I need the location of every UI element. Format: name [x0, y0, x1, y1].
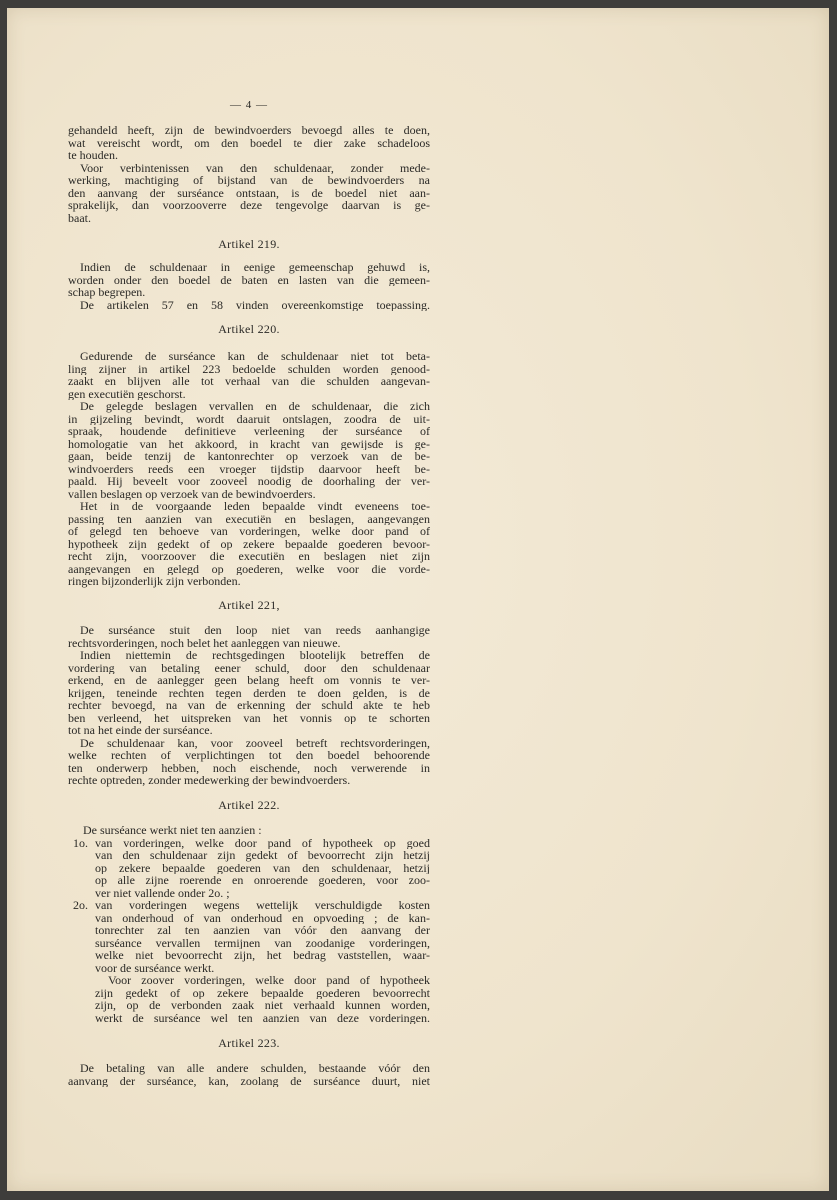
- text-line: werkt de surséance wel ten aanzien van deze vorderingen.: [95, 1011, 430, 1024]
- text-line: surséance vervallen termijnen van zoodanige vorderingen,: [95, 936, 430, 949]
- text-line: zijn gedekt of op zekere bepaalde goederen bevoorrecht: [95, 986, 430, 999]
- article-heading: Artikel 219.: [218, 237, 280, 251]
- text-line: spraak, houdende definitieve verleening der surséance of: [68, 425, 430, 438]
- article-222-body: [68, 824, 430, 1024]
- text-line: windvoerders reeds een vroeger tijdstip daarvoor heeft be-: [68, 462, 430, 475]
- text-line: gehandeld heeft, zijn de bewindvoerders bevoegd alles te doen,: [68, 124, 430, 137]
- text-line: Indien de schuldenaar in eenige gemeenschap gehuwd is,: [80, 261, 430, 274]
- text-line: Voor zoover vorderingen, welke door pand of hypotheek: [108, 974, 430, 987]
- paragraph: [68, 737, 430, 787]
- text-line: zaakt en blijven alle tot verhaal van die schulden aangevan-: [68, 375, 430, 388]
- text-line: welke rechten of verplichtingen tot den boedel behoorende: [68, 749, 430, 762]
- text-line: De artikelen 57 en 58 vinden overeenkomstige toepassing.: [80, 298, 430, 311]
- text-line: op alle zijne roerende en onroerende goederen, voor zoo-: [95, 874, 430, 887]
- text-line: De betaling van alle andere schulden, bestaande vóór den: [80, 1062, 430, 1075]
- text-line: van vorderingen, welke door pand of hypotheek op goed: [95, 836, 430, 849]
- text-line: schap begrepen.: [68, 286, 146, 299]
- text-line: ringen bijzonderlijk zijn verbonden.: [68, 575, 241, 588]
- text-line: worden onder den boedel de baten en lasten van die gemeen-: [68, 273, 430, 286]
- document-page: [7, 8, 829, 1191]
- paragraph: [68, 400, 430, 500]
- text-line: rechtsvorderingen, noch belet het aanleggen van nieuwe.: [68, 636, 341, 649]
- list-item-number: 2o.: [73, 898, 88, 912]
- text-line: rechter bevoegd, na van de erkenning der schuld akte te heb: [68, 699, 430, 712]
- text-line: den aanvang der surséance ontstaan, is de boedel niet aan-: [68, 186, 430, 199]
- paragraph: [68, 649, 430, 737]
- paragraph: [68, 350, 430, 400]
- text-line: te houden.: [68, 149, 118, 162]
- text-line: gaan, beide tenzij de kantonrechter op verzoek van de be-: [68, 450, 430, 463]
- text-line: op zekere bepaalde goederen van den schuldenaar, hetzij: [95, 861, 430, 874]
- text-line: of gelegd ten behoeve van vorderingen, welke door pand of: [68, 525, 430, 538]
- text-line: ver niet vallende onder 2o. ;: [95, 886, 230, 899]
- paragraph: [68, 124, 430, 162]
- list-item: [68, 837, 430, 900]
- text-line: hypotheek zijn gedekt of op zekere bepaalde goederen bevoor-: [68, 537, 430, 550]
- text-line: De gelegde beslagen vervallen en de schuldenaar, die zich: [80, 400, 430, 413]
- text-line: van onderhoud of van onderhoud en opvoeding ; de kan-: [95, 911, 430, 924]
- text-line: De schuldenaar kan, voor zooveel betreft rechtsvorderingen,: [80, 736, 430, 749]
- paragraph: [68, 299, 430, 312]
- paragraph: [68, 624, 430, 649]
- text-line: ben verleend, het uitspreken van het vonnis op te schorten: [68, 711, 430, 724]
- list-item: [68, 899, 430, 974]
- article-219-body: [68, 261, 430, 311]
- text-line: homologatie van het akkoord, in kracht van gewijsde is ge-: [68, 437, 430, 450]
- paragraph: [68, 162, 430, 225]
- article-heading: Artikel 222.: [218, 798, 280, 812]
- text-line: krijgen, teneinde rechten tegen derden te doen gelden, is de: [68, 686, 430, 699]
- article-223-body: [68, 1062, 430, 1087]
- article-220-body: [68, 350, 430, 588]
- text-line: zijn, op de verbonden zaak niet verhaald kunnen worden,: [95, 999, 430, 1012]
- article-heading: Artikel 220.: [218, 322, 280, 336]
- text-line: erkend, en de aanlegger geen belang heeft om vonnis te ver-: [68, 674, 430, 687]
- article-221-body: [68, 624, 430, 787]
- article-heading: Artikel 223.: [218, 1036, 280, 1050]
- text-line: wat vereischt wordt, om den boedel te dier zake schadeloos: [68, 136, 430, 149]
- text-line: welke niet bevoorrecht zijn, het bedrag vaststellen, waar-: [95, 949, 430, 962]
- article-heading: Artikel 221,: [218, 598, 280, 612]
- paragraph: [95, 974, 430, 1024]
- text-line: sprakelijk, dan voorzooverre deze tengevolge daarvan is ge-: [68, 199, 430, 212]
- text-line: De surséance werkt niet ten aanzien :: [83, 824, 262, 837]
- paragraph: [68, 1062, 430, 1087]
- text-line: voor de surséance werkt.: [95, 961, 215, 974]
- text-line: rechte optreden, zonder medewerking der bewindvoerders.: [68, 774, 351, 787]
- text-line: gen executiën geschorst.: [68, 387, 186, 400]
- paragraph: [68, 500, 430, 588]
- text-line: passing ten aanzien van executiën en beslagen, aangevangen: [68, 512, 430, 525]
- text-line: recht zijn, voorzoover die executiën en beslagen niet zijn: [68, 550, 430, 563]
- text-line: van den schuldenaar zijn gedekt of bevoorrecht zijn hetzij: [95, 849, 430, 862]
- text-line: Het in de voorgaande leden bepaalde vindt eveneens toe-: [80, 500, 430, 513]
- text-line: baat.: [68, 211, 91, 224]
- text-line: ten onderwerp hebben, noch eischende, noch verwerende in: [68, 761, 430, 774]
- text-line: vallen beslagen op verzoek van de bewindvoerders.: [68, 487, 316, 500]
- list-item-number: 1o.: [73, 835, 88, 850]
- text-line: aangevangen en gelegd op goederen, welke voor die vorde-: [68, 562, 430, 575]
- text-line: De surséance stuit den loop niet van reeds aanhangige: [80, 624, 430, 637]
- text-line: paald. Hij beveelt voor zooveel noodig de doorhaling der ver-: [68, 475, 430, 488]
- page-number: — 4 —: [230, 99, 268, 111]
- paragraph: [68, 261, 430, 299]
- text-line: tonrechter zal ten aanzien van vóór den aanvang der: [95, 924, 430, 937]
- text-line: aanvang der surséance, kan, zoolang de surséance duurt, niet: [68, 1074, 430, 1087]
- text-line: tot na het einde der surséance.: [68, 724, 213, 737]
- text-line: ling zijner in artikel 223 bedoelde schulden worden genood-: [68, 362, 430, 375]
- text-line: vordering van betaling eener schuld, door den schuldenaar: [68, 661, 430, 674]
- intro-section: [68, 124, 430, 224]
- text-line: van vorderingen wegens wettelijk verschuldigde kosten: [95, 899, 430, 912]
- text-line: Voor verbintenissen van den schuldenaar, zonder mede-: [80, 161, 430, 174]
- text-line: Gedurende de surséance kan de schuldenaar niet tot beta-: [80, 350, 430, 363]
- text-line: Indien niettemin de rechtsgedingen blootelijk betreffen de: [80, 649, 430, 662]
- text-line: in gijzeling bevindt, wordt daaruit ontslagen, zoodra de uit-: [68, 412, 430, 425]
- text-line: werking, machtiging of bijstand van de bewindvoerders na: [68, 174, 430, 187]
